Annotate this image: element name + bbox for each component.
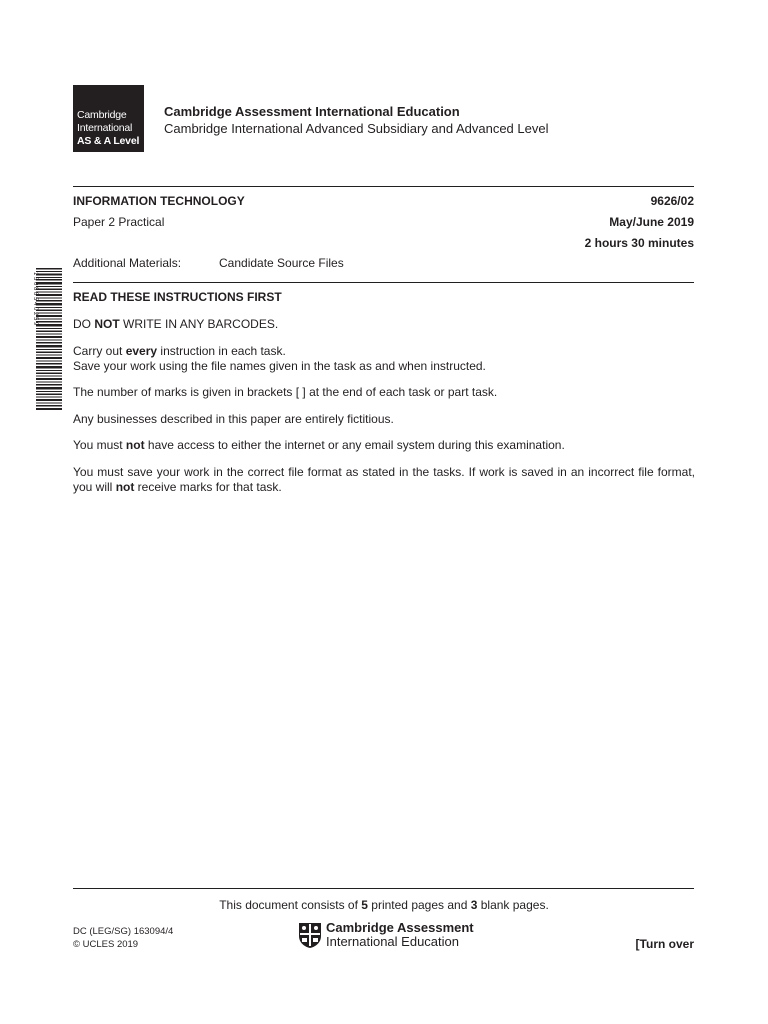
materials-label: Additional Materials: (73, 256, 182, 270)
instruction-fictitious: Any businesses described in this paper are entirely fictitious. (73, 412, 394, 426)
footer-logo-line-2: International Education (326, 934, 459, 949)
instruction-text: Carry out (73, 344, 126, 358)
barcode-icon (28, 268, 62, 410)
instruction-text: DO (73, 317, 95, 331)
page-count-text: blank pages. (477, 898, 549, 912)
instruction-text: You must (73, 438, 126, 452)
footer-rule (73, 888, 694, 889)
instruction-text: WRITE IN ANY BARCODES. (119, 317, 279, 331)
printed-pages-number: 5 (361, 898, 368, 912)
cambridge-assessment-logo (298, 921, 474, 949)
org-name: Cambridge Assessment International Education (164, 104, 460, 119)
instruction-emphasis: not (125, 438, 145, 452)
blank-pages-number: 3 (470, 898, 478, 912)
instruction-emphasis: not (115, 480, 135, 494)
barcode-digits: 1 3 0 8 8 5 4 0 2 5 9 (32, 272, 38, 326)
turn-over: [Turn over (635, 937, 694, 951)
logo-line-2: International (77, 122, 133, 134)
instructions-heading: READ THESE INSTRUCTIONS FIRST (73, 290, 282, 304)
syllabus-code: 9626/02 (650, 194, 694, 208)
instruction-file-format (73, 465, 695, 495)
page-count-text: printed pages and (367, 898, 471, 912)
cambridge-as-a-level-logo (73, 85, 144, 152)
crest-icon (298, 922, 322, 949)
instruction-marks: The number of marks is given in brackets [ ] at the end of each task or part task. (73, 385, 498, 399)
logo-line-1: Cambridge (77, 109, 127, 121)
document-reference: DC (LEG/SG) 163094/4 (73, 926, 174, 937)
page-count (0, 898, 768, 912)
instruction-text: receive marks for that task. (134, 480, 282, 494)
instruction-text: have access to either the internet or any email system during this examination. (144, 438, 565, 452)
paper-name: Paper 2 Practical (73, 215, 165, 229)
exam-session: May/June 2019 (609, 215, 694, 229)
org-subtitle: Cambridge International Advanced Subsidiary and Advanced Level (164, 121, 549, 136)
instruction-internet (73, 438, 695, 453)
page-count-text: This document consists of (219, 898, 362, 912)
instruction-barcodes (73, 317, 695, 332)
instruction-text: instruction in each task. (157, 344, 286, 358)
header-rule-bottom (73, 282, 694, 283)
instruction-emphasis: NOT (94, 317, 120, 331)
instruction-text: Save your work using the file names given in the task as and when instructed. (73, 359, 486, 373)
exam-duration: 2 hours 30 minutes (584, 236, 694, 250)
materials-value: Candidate Source Files (219, 256, 344, 270)
instruction-emphasis: every (125, 344, 158, 358)
copyright: © UCLES 2019 (73, 939, 139, 950)
logo-line-3: AS & A Level (77, 135, 140, 147)
header-rule-top (73, 186, 694, 187)
footer-logo-line-1: Cambridge Assessment (326, 920, 474, 935)
instruction-carry-out (73, 344, 695, 374)
subject-title: INFORMATION TECHNOLOGY (73, 194, 245, 208)
instruction-text: You must save your work in the correct file format as stated in the tasks. If work is saved in an incorrect file format, you will (73, 465, 695, 494)
